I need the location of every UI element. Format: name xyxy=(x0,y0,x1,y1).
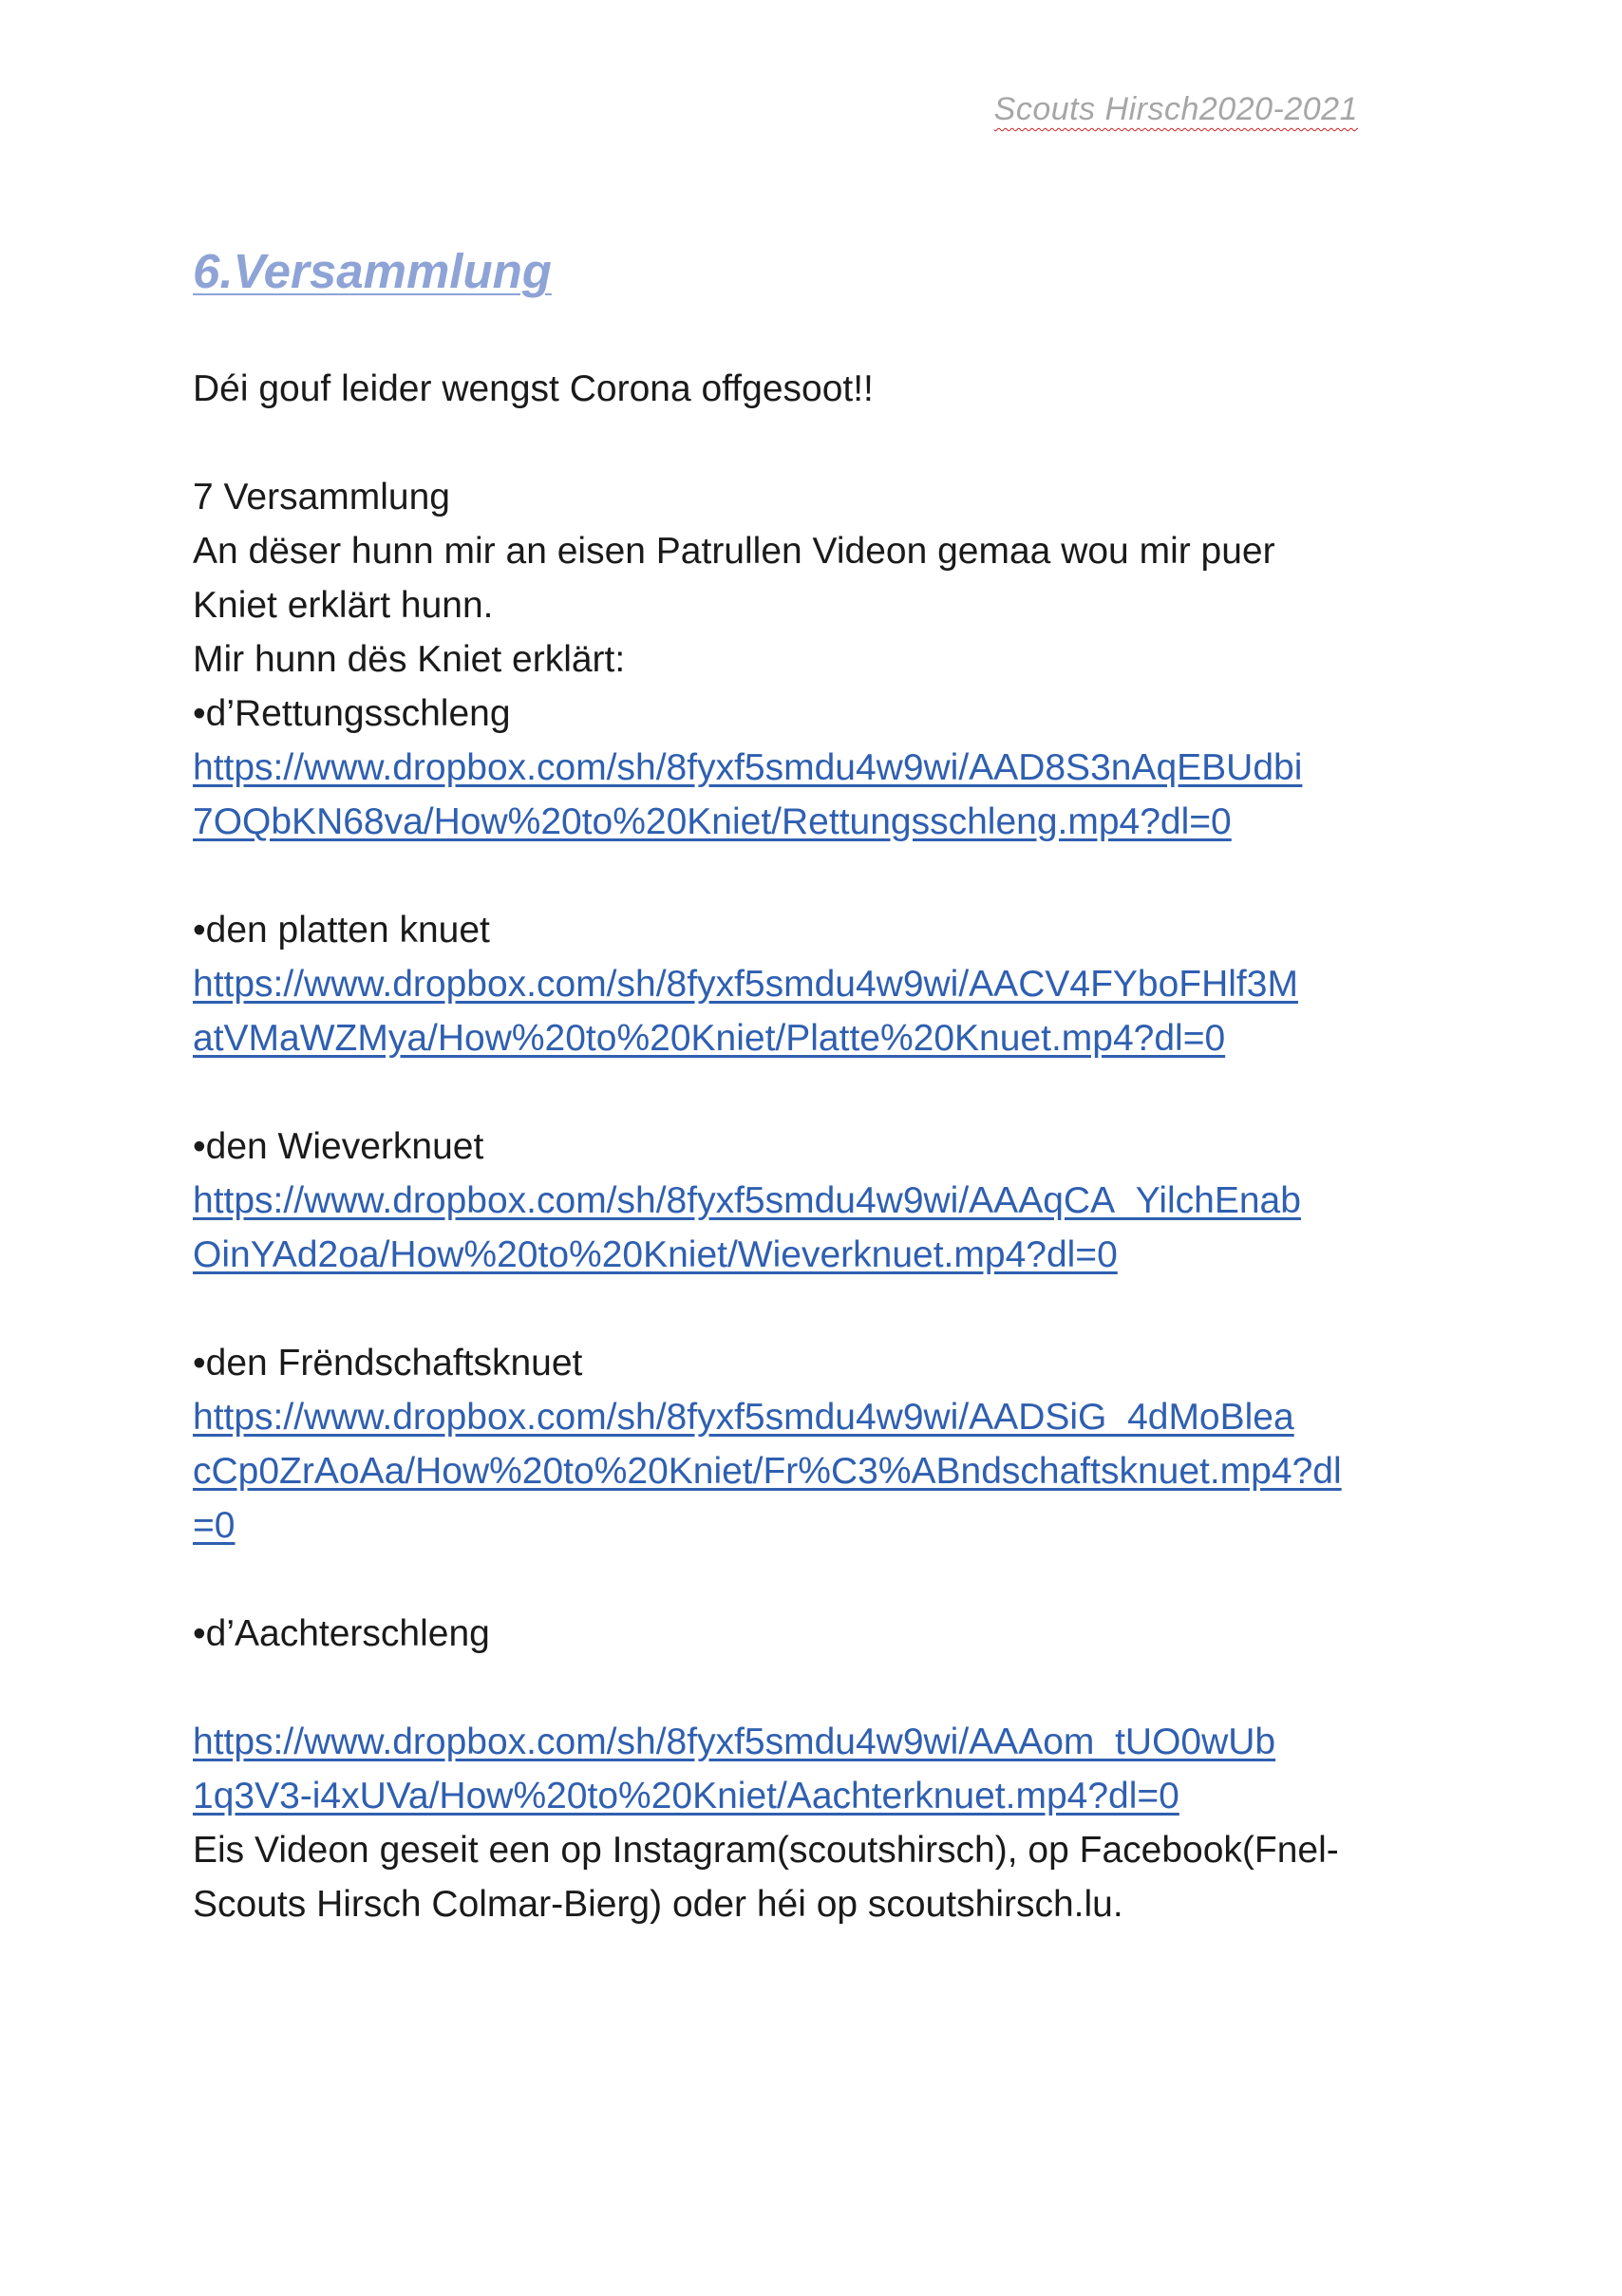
intro-line-1: An dëser hunn mir an eisen Patrullen Videon gemaa wou mir puer xyxy=(193,531,1275,572)
page-title: 6.Versammlung xyxy=(193,244,552,298)
knot-link-aachterschleng-line-1[interactable]: https://www.dropbox.com/sh/8fyxf5smdu4w9wi/AAAom_tUO0wUb xyxy=(193,1722,1276,1762)
spacer xyxy=(193,1065,1456,1120)
page-header xyxy=(994,91,1358,128)
knot-link-frendschaftsknuet-line-1[interactable]: https://www.dropbox.com/sh/8fyxf5smdu4w9wi/AADSiG_4dMoBlea xyxy=(193,1397,1294,1438)
knot-label-frendschaftsknuet: •den Frëndschaftsknuet xyxy=(193,1343,583,1383)
spacer xyxy=(193,1661,1456,1715)
closing-line-1: Eis Videon geseit een op Instagram(scoutshirsch), op Facebook(Fnel- xyxy=(193,1830,1339,1871)
knot-link-platten-knuet-line-1[interactable]: https://www.dropbox.com/sh/8fyxf5smdu4w9wi/AACV4FYboFHlf3M xyxy=(193,964,1298,1005)
spacer xyxy=(193,849,1456,903)
knot-label-wieverknuet: •den Wieverknuet xyxy=(193,1126,484,1167)
knot-link-frendschaftsknuet-line-3[interactable]: =0 xyxy=(193,1505,236,1546)
knot-link-wieverknuet-line-1[interactable]: https://www.dropbox.com/sh/8fyxf5smdu4w9wi/AAAqCA_YilchEnab xyxy=(193,1180,1301,1221)
spacer xyxy=(193,1553,1456,1607)
knot-link-rettungsschleng-line-2[interactable]: 7OQbKN68va/How%20to%20Kniet/Rettungsschleng.mp4?dl=0 xyxy=(193,801,1232,842)
knot-link-rettungsschleng-line-1[interactable]: https://www.dropbox.com/sh/8fyxf5smdu4w9wi/AAD8S3nAqEBUdbi xyxy=(193,747,1303,788)
intro-line-3: Mir hunn dës Kniet erklärt: xyxy=(193,639,626,680)
knot-label-platten-knuet: •den platten knuet xyxy=(193,910,490,950)
closing-line-2: Scouts Hirsch Colmar-Bierg) oder héi op scoutshirsch.lu. xyxy=(193,1884,1123,1925)
section-heading: 7 Versammlung xyxy=(193,477,450,518)
cancel-notice: Déi gouf leider wengst Corona offgesoot!! xyxy=(193,368,874,409)
knot-link-wieverknuet-line-2[interactable]: OinYAd2oa/How%20to%20Kniet/Wieverknuet.mp4?dl=0 xyxy=(193,1234,1118,1275)
knot-label-rettungsschleng: •d’Rettungsschleng xyxy=(193,693,511,734)
spacer xyxy=(193,416,1456,470)
intro-line-2: Kniet erklärt hunn. xyxy=(193,585,494,626)
knot-link-aachterschleng-line-2[interactable]: 1q3V3-i4xUVa/How%20to%20Kniet/Aachterknuet.mp4?dl=0 xyxy=(193,1776,1179,1816)
knot-link-frendschaftsknuet-line-2[interactable]: cCp0ZrAoAa/How%20to%20Kniet/Fr%C3%ABndschaftsknuet.mp4?dl xyxy=(193,1451,1342,1492)
knot-label-aachterschleng: •d’Aachterschleng xyxy=(193,1613,490,1654)
knot-link-platten-knuet-line-2[interactable]: atVMaWZMya/How%20to%20Kniet/Platte%20Knuet.mp4?dl=0 xyxy=(193,1018,1226,1059)
spacer xyxy=(193,1282,1456,1336)
header-text: Scouts Hirsch2020-2021 xyxy=(993,91,1358,127)
document-body xyxy=(193,362,1456,1931)
